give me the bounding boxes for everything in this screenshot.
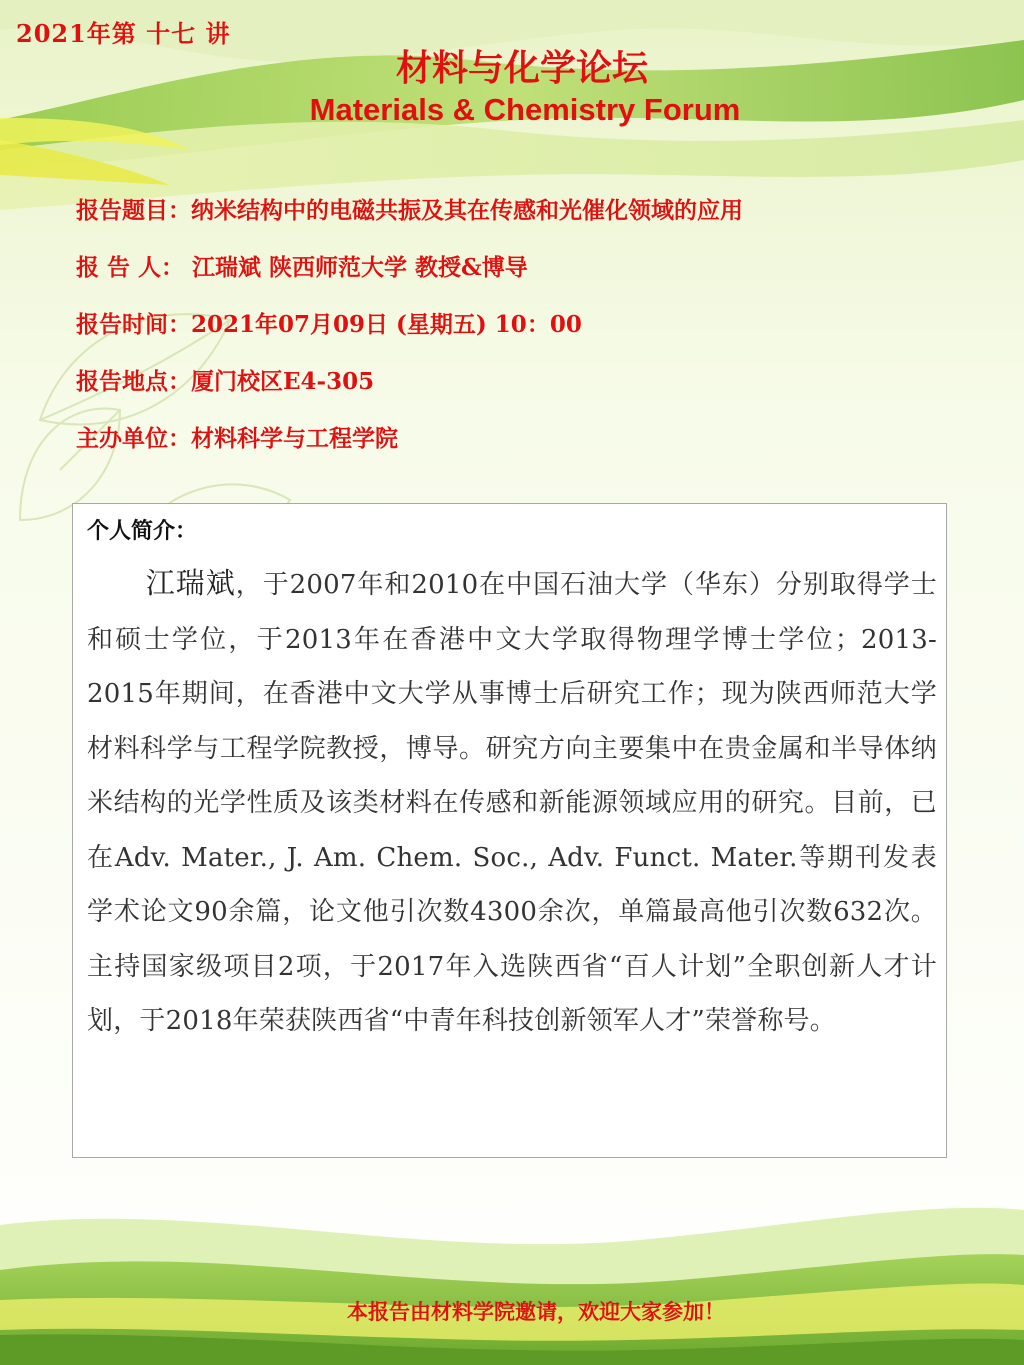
bio-name: 江瑞斌 xyxy=(145,566,236,600)
info-row-speaker xyxy=(76,250,743,307)
forum-title-cn: 材料与化学论坛 xyxy=(395,48,648,89)
info-value: 江瑞斌 陕西师范大学 教授&博导 xyxy=(192,254,528,281)
info-value: 材料科学与工程学院 xyxy=(191,425,398,452)
bio-panel xyxy=(72,503,947,1158)
bio-body: ，于2007年和2010在中国石油大学（华东）分别取得学士和硕士学位，于2013年在香港中文大学取得物理学博士学位；2013-2015年期间，在香港中文大学从事博士后研究工作；现为陕西师范大学材料科学与工程学院教授，博导。研究方向主要集中在贵金属和半导体纳米结构的光学性质及该类材料在传感和新能源领域应用的研究。目前，已在Adv. Mater., J. Am. Chem. Soc., Adv. Funct. Mater.等期刊发表学术论文90余篇，论文他引次数4300余次，单篇最高他引次数632次。主持国家级项目2项，于2017年入选陕西省“百人计划”全职创新人才计划，于2018年荣获陕西省“中青年科技创新领军人才”荣誉称号。 xyxy=(87,570,937,1036)
info-label: 主办单位： xyxy=(76,425,191,452)
info-value: 厦门校区E4-305 xyxy=(191,368,375,395)
info-value: 2021年07月09日 (星期五) 10：00 xyxy=(191,311,582,338)
info-value: 纳米结构中的电磁共振及其在传感和光催化领域的应用 xyxy=(191,197,743,224)
footer-invitation: 本报告由材料学院邀请，欢迎大家参加！ xyxy=(347,1300,725,1324)
report-info xyxy=(76,193,743,478)
info-label: 报告地点： xyxy=(76,368,191,395)
info-row-location xyxy=(76,364,743,421)
info-label: 报告题目： xyxy=(76,197,191,224)
info-label: 报告时间： xyxy=(76,311,191,338)
info-row-organizer xyxy=(76,421,743,478)
bio-text xyxy=(87,556,937,1049)
info-row-topic xyxy=(76,193,743,250)
bio-heading: 个人简介： xyxy=(87,518,198,544)
info-label: 报 告 人： xyxy=(76,254,193,281)
forum-title-en: Materials & Chemistry Forum xyxy=(309,92,741,127)
lecture-number: 2021年第 十七 讲 xyxy=(16,19,231,48)
info-row-time xyxy=(76,307,743,364)
